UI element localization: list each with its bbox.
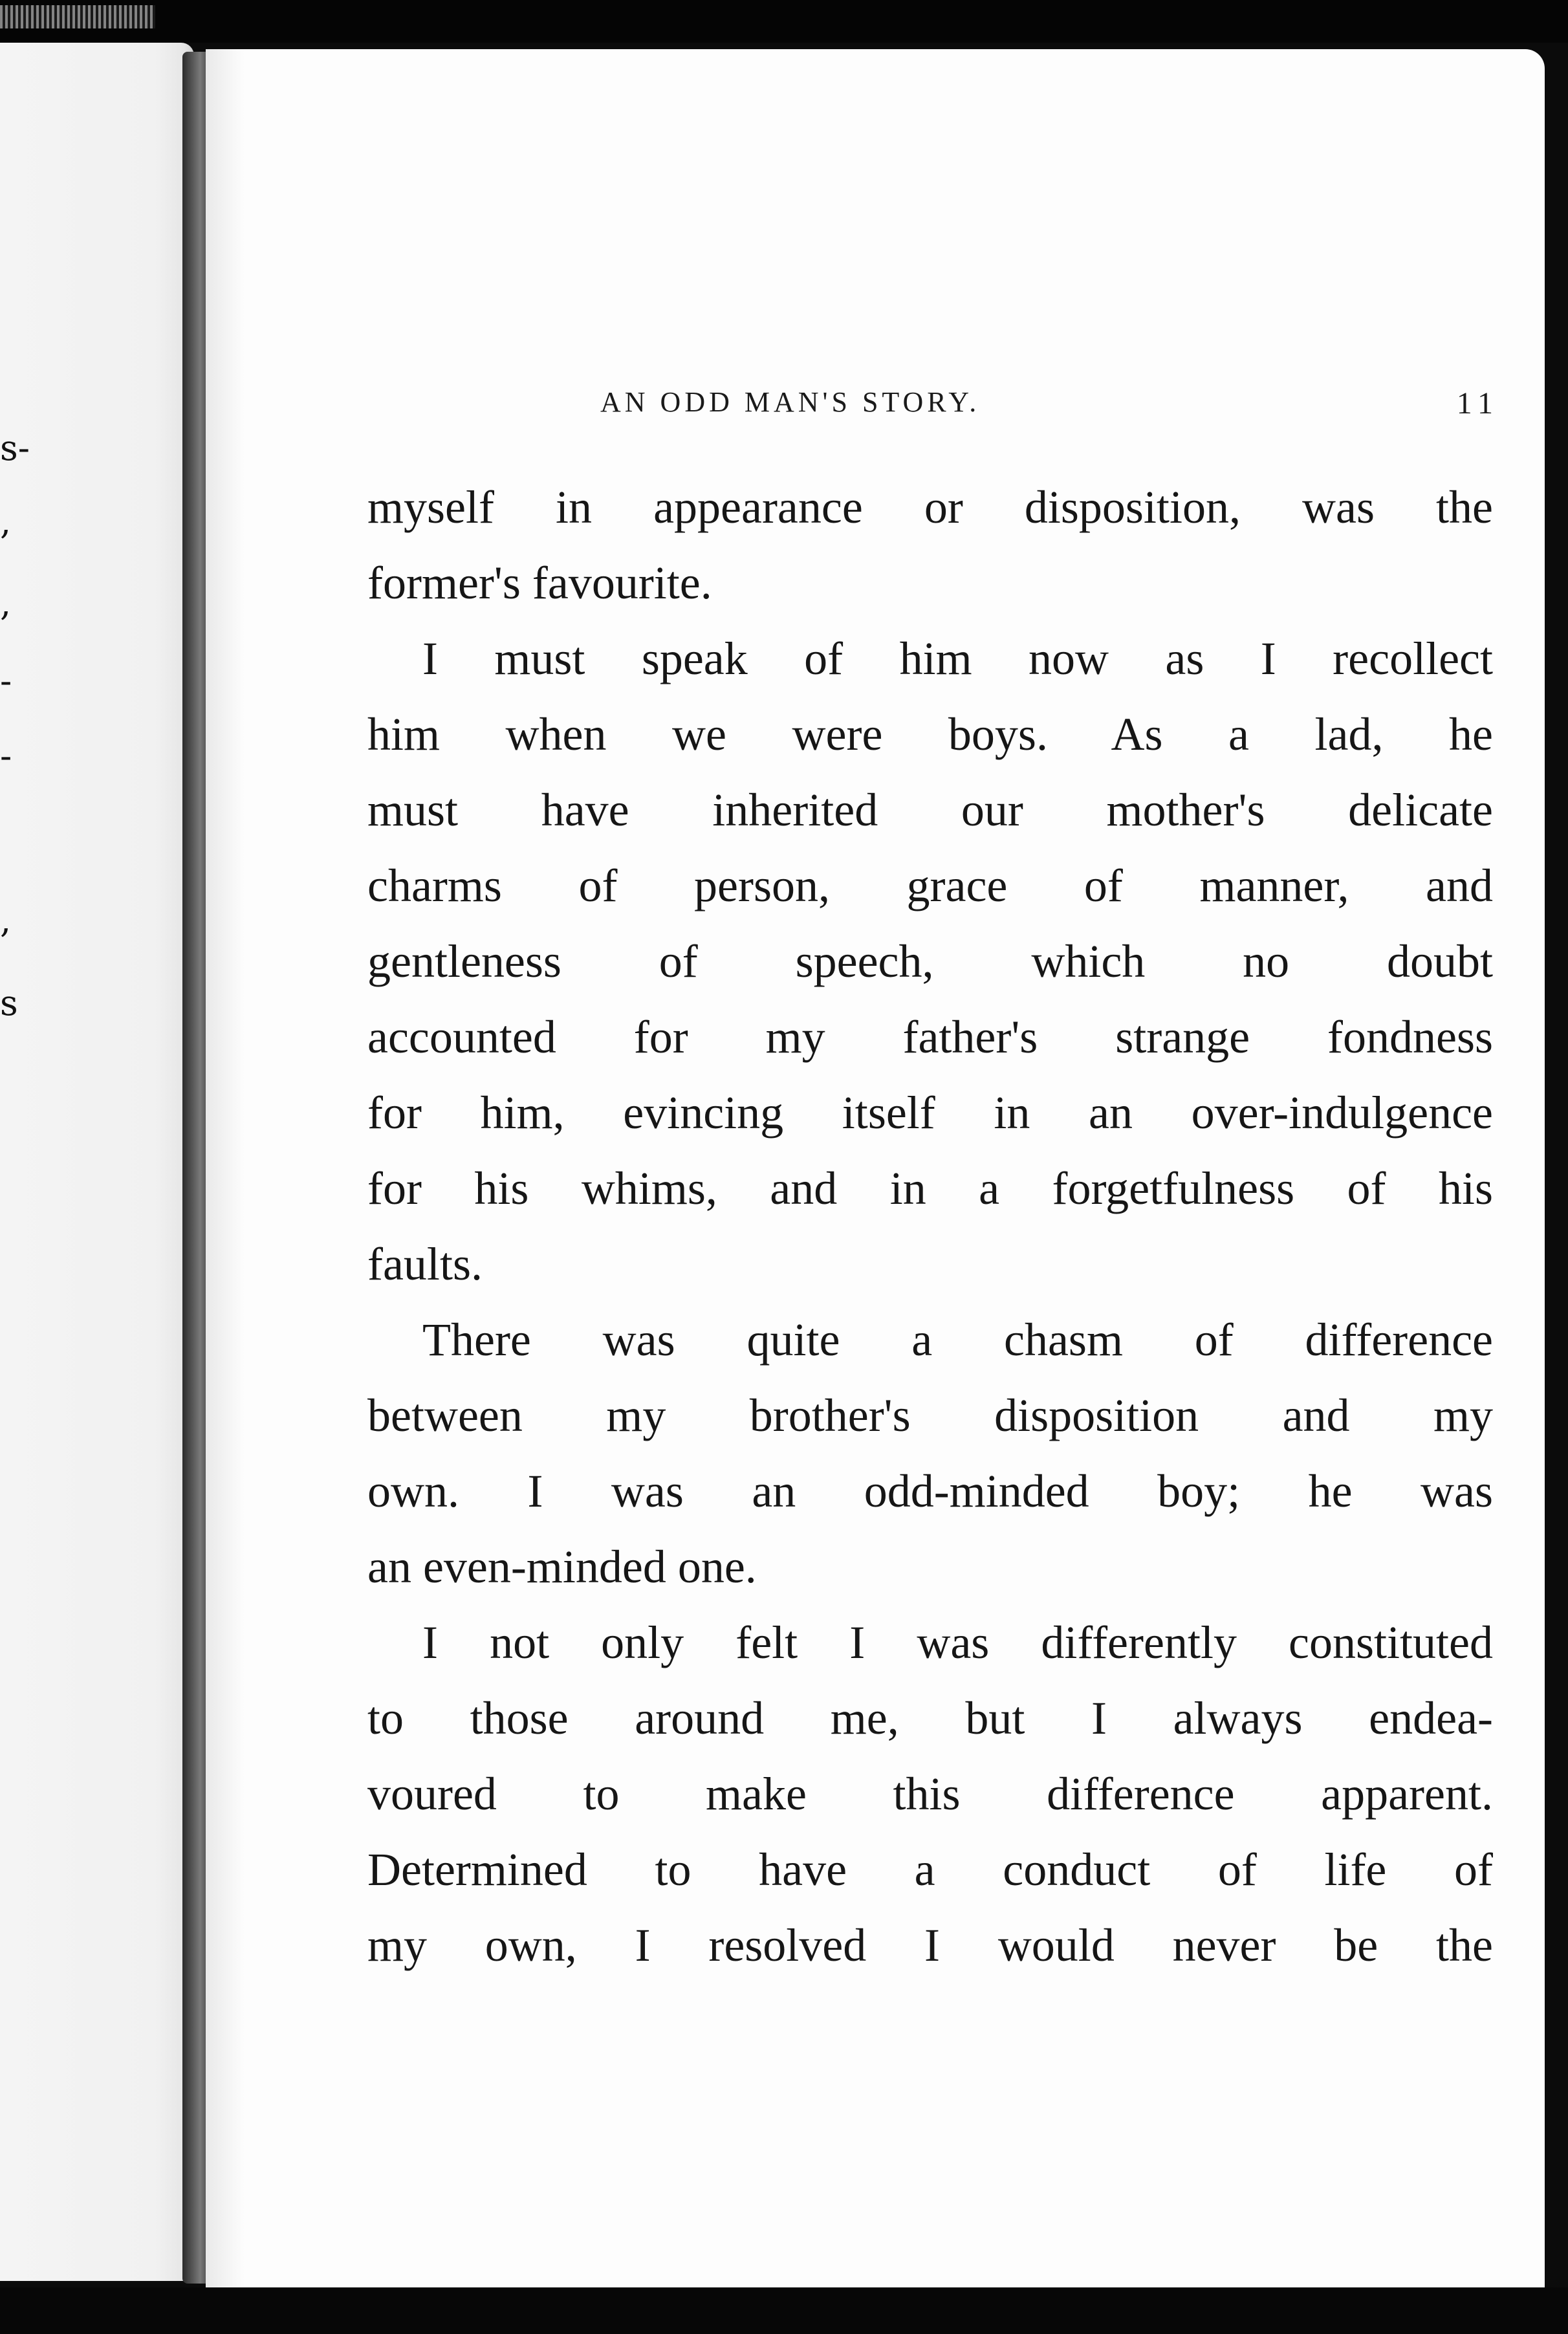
text-line: for his whims, and in a forgetfulness of his: [367, 1162, 1493, 1214]
scan-top-border: [0, 0, 1568, 43]
text-line: between my brother's disposition and my: [367, 1390, 1493, 1441]
running-title: AN ODD MAN'S STORY.: [600, 386, 981, 418]
text-line: him when we were boys. As a lad, he: [367, 708, 1493, 760]
text-line: charms of person, grace of manner, and: [367, 860, 1493, 911]
fragment: ,: [0, 900, 12, 941]
text-line: must have inherited our mother's delicate: [367, 784, 1493, 836]
page-inner-shadow: [206, 49, 245, 2287]
previous-page-edge: [0, 43, 194, 2281]
fragment: -: [0, 736, 12, 776]
scan-noise: [0, 5, 155, 28]
text-line: an even-minded one.: [367, 1541, 757, 1593]
text-line: own. I was an odd-minded boy; he was: [367, 1465, 1493, 1517]
fragment: s: [0, 983, 18, 1023]
text-line: I must speak of him now as I recollect: [422, 633, 1493, 684]
text-line: accounted for my father's strange fondness: [367, 1011, 1493, 1063]
text-line: gentleness of speech, which no doubt: [367, 935, 1493, 987]
text-line: I not only felt I was differently constituted: [422, 1617, 1493, 1668]
text-line: voured to make this difference apparent.: [367, 1768, 1493, 1820]
fragment: ,: [0, 501, 12, 542]
text-line: my own, I resolved I would never be the: [367, 1919, 1493, 1971]
previous-page-text-fragments: [0, 43, 30, 2281]
text-line: faults.: [367, 1238, 483, 1290]
text-line: myself in appearance or disposition, was the: [367, 481, 1493, 533]
scan-bottom-border: [0, 2287, 1568, 2334]
text-line: former's favourite.: [367, 557, 712, 609]
fragment: ,: [0, 583, 12, 624]
text-line: There was quite a chasm of difference: [422, 1314, 1493, 1366]
fragment: s-: [0, 428, 30, 468]
page-number: 11: [1456, 386, 1499, 420]
body-text: [367, 470, 1493, 1983]
text-line: for him, evincing itself in an over-indulgence: [367, 1087, 1493, 1139]
fragment: -: [0, 660, 12, 701]
text-line: Determined to have a conduct of life of: [367, 1844, 1493, 1895]
text-line: to those around me, but I always endea-: [367, 1692, 1493, 1744]
running-head: [600, 386, 1499, 437]
book-page: [206, 49, 1545, 2287]
